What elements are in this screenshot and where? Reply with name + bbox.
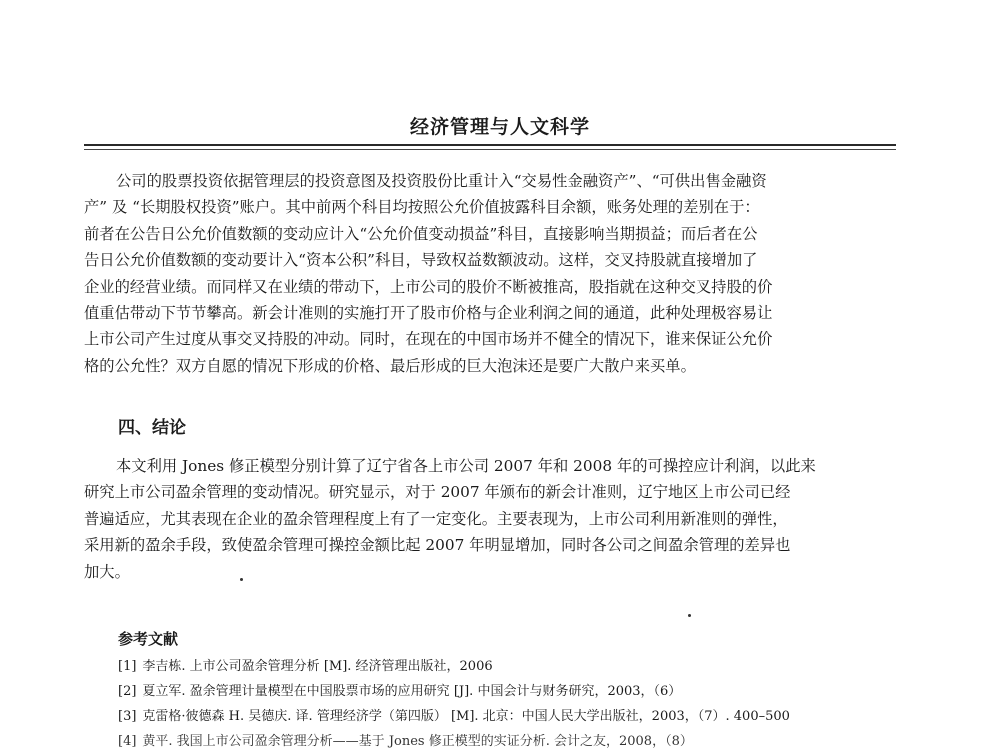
paragraph-line: 告日公允价值数额的变动要计入“资本公积”科目，导致权益数额波动。这样，交叉持股就直接增加了 — [84, 251, 758, 270]
body-paragraph-2 — [84, 453, 896, 585]
reference-number: [1] — [118, 659, 137, 674]
paragraph-line: 产” 及 “长期股权投资”账户。其中前两个科目均按照公允价值披露科目余额，账务处理的差别在于： — [84, 198, 760, 217]
reference-number: [3] — [118, 709, 137, 724]
reference-item — [118, 654, 898, 679]
body-paragraph-1 — [84, 168, 896, 379]
paragraph-line: 加大。 — [84, 562, 130, 581]
reference-text: 黄平. 我国上市公司盈余管理分析——基于 Jones 修正模型的实证分析. 会计之友，2008，（8） — [142, 734, 693, 749]
reference-item — [118, 679, 898, 704]
scan-speck — [688, 614, 691, 617]
scan-speck — [240, 578, 243, 581]
paragraph-line: 普遍适应，尤其表现在企业的盈余管理程度上有了一定变化。主要表现为，上市公司利用新准则的弹性， — [84, 509, 788, 528]
reference-item — [118, 704, 898, 729]
paragraph-line: 前者在公告日公允价值数额的变动应计入“公允价值变动损益”科目，直接影响当期损益；而后者在公 — [84, 224, 758, 243]
journal-header-title: 经济管理与人文科学 — [409, 116, 590, 138]
paragraph-line: 公司的股票投资依据管理层的投资意图及投资股份比重计入“交易性金融资产”、“可供出售金融资 — [116, 172, 767, 190]
paragraph-line: 采用新的盈余手段，致使盈余管理可操控金额比起 2007 年明显增加，同时各公司之间盈余管理的差异也 — [84, 536, 791, 555]
reference-text: 李吉栋. 上市公司盈余管理分析 [M]. 经济管理出版社，2006 — [142, 659, 493, 674]
references-list — [118, 654, 898, 749]
references-heading: 参考文献 — [118, 630, 179, 648]
reference-text: 夏立军. 盈余管理计量模型在中国股票市场的应用研究 [J]. 中国会计与财务研究，2003，（6） — [142, 684, 682, 699]
paragraph-line: 上市公司产生过度从事交叉持股的冲动。同时，在现在的中国市场并不健全的情况下，谁来保证公允价 — [84, 330, 773, 349]
reference-number: [2] — [118, 684, 137, 699]
header-rule-thick — [84, 144, 896, 146]
paragraph-line: 本文利用 Jones 修正模型分别计算了辽宁省各上市公司 2007 年和 2008 年的可操控应计利润，以此来 — [116, 457, 816, 475]
section-heading-conclusion: 四、结论 — [118, 418, 186, 438]
paragraph-line: 企业的经营业绩。而同样又在业绩的带动下，上市公司的股价不断被推高，股指就在这种交叉持股的价 — [84, 277, 773, 296]
reference-item-cut-off — [118, 729, 898, 749]
header-rule-thin — [84, 149, 896, 150]
reference-text: 克雷格·彼德森 H. 吴德庆. 译. 管理经济学（第四版） [M]. 北京：中国人民大学出版社，2003，（7）. 400–500 — [142, 709, 790, 724]
reference-number: [4] — [118, 734, 137, 749]
paragraph-line: 值重估带动下节节攀高。新会计准则的实施打开了股市价格与企业利润之间的通道，此种处理极容易让 — [84, 304, 773, 323]
paragraph-line: 格的公允性？双方自愿的情况下形成的价格、最后形成的巨大泡沫还是要广大散户来买单。 — [84, 356, 696, 375]
paragraph-line: 研究上市公司盈余管理的变动情况。研究显示，对于 2007 年颁布的新会计准则，辽宁地区上市公司已经 — [84, 483, 791, 502]
